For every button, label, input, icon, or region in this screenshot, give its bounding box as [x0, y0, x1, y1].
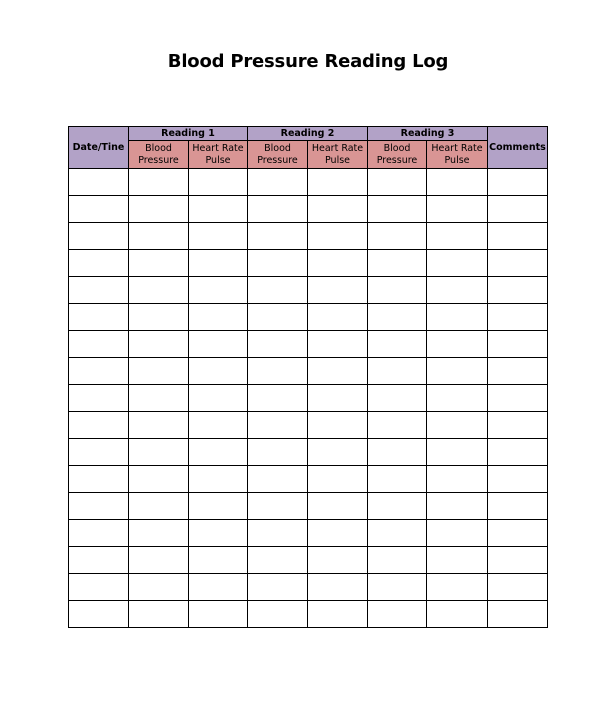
r3-heart-rate-cell[interactable] [427, 250, 488, 277]
r2-heart-rate-cell[interactable] [308, 385, 368, 412]
r3-blood-pressure-cell[interactable] [368, 493, 427, 520]
r2-heart-rate-cell[interactable] [308, 601, 368, 628]
r1-heart-rate-cell[interactable] [189, 196, 248, 223]
r2-blood-pressure-cell[interactable] [248, 358, 308, 385]
r1-blood-pressure-cell[interactable] [129, 466, 189, 493]
table-row [69, 277, 548, 304]
log-body [69, 169, 548, 628]
table-row [69, 601, 548, 628]
r3-blood-pressure-cell[interactable] [368, 574, 427, 601]
r3-heart-rate-cell[interactable] [427, 520, 488, 547]
r2-heart-rate-cell[interactable] [308, 250, 368, 277]
r3-blood-pressure-cell[interactable] [368, 169, 427, 196]
r2-blood-pressure-cell[interactable] [248, 574, 308, 601]
comments-cell[interactable] [488, 169, 548, 196]
r1-blood-pressure-cell[interactable] [129, 412, 189, 439]
r3-heart-rate-cell[interactable] [427, 223, 488, 250]
r1-blood-pressure-cell[interactable] [129, 331, 189, 358]
date-time-cell[interactable] [69, 250, 129, 277]
r3-heart-rate-cell[interactable] [427, 169, 488, 196]
r3-heart-rate-cell[interactable] [427, 547, 488, 574]
r2-blood-pressure-cell[interactable] [248, 466, 308, 493]
r3-heart-rate-cell[interactable] [427, 412, 488, 439]
blood-pressure-log-table [68, 126, 548, 628]
r2-blood-pressure-cell[interactable] [248, 412, 308, 439]
date-time-cell[interactable] [69, 223, 129, 250]
comments-cell[interactable] [488, 358, 548, 385]
table-row [69, 331, 548, 358]
r1-blood-pressure-cell[interactable] [129, 547, 189, 574]
r1-heart-rate-cell[interactable] [189, 385, 248, 412]
date-time-cell[interactable] [69, 169, 129, 196]
table-row [69, 466, 548, 493]
r2-heart-rate-cell[interactable] [308, 223, 368, 250]
r1-heart-rate-cell[interactable] [189, 223, 248, 250]
r2-blood-pressure-cell[interactable] [248, 520, 308, 547]
r2-blood-pressure-cell[interactable] [248, 223, 308, 250]
r1-blood-pressure-cell[interactable] [129, 277, 189, 304]
r3-heart-rate-cell[interactable] [427, 466, 488, 493]
comments-cell[interactable] [488, 520, 548, 547]
r1-heart-rate-cell[interactable] [189, 358, 248, 385]
reading-2-header: Reading 2 [248, 127, 368, 141]
r1-blood-pressure-cell[interactable] [129, 601, 189, 628]
r3-blood-pressure-cell[interactable] [368, 466, 427, 493]
r1-blood-pressure-cell[interactable] [129, 385, 189, 412]
table-row [69, 385, 548, 412]
table-row [69, 196, 548, 223]
r2-heart-rate-cell[interactable] [308, 412, 368, 439]
date-time-cell[interactable] [69, 547, 129, 574]
r3-heart-rate-cell[interactable] [427, 277, 488, 304]
r2-heart-rate-cell[interactable] [308, 358, 368, 385]
date-time-cell[interactable] [69, 412, 129, 439]
date-time-cell[interactable] [69, 439, 129, 466]
table-row [69, 439, 548, 466]
r1-heart-rate-cell[interactable] [189, 439, 248, 466]
comments-cell[interactable] [488, 574, 548, 601]
r1-heart-rate-cell[interactable] [189, 412, 248, 439]
reading-2-heart-rate-header: Heart Rate Pulse [308, 141, 368, 169]
r1-heart-rate-cell[interactable] [189, 304, 248, 331]
date-time-cell[interactable] [69, 196, 129, 223]
r1-heart-rate-cell[interactable] [189, 493, 248, 520]
r3-blood-pressure-cell[interactable] [368, 358, 427, 385]
date-time-header: Date/Tine [69, 127, 129, 169]
r3-blood-pressure-cell[interactable] [368, 250, 427, 277]
date-time-cell[interactable] [69, 466, 129, 493]
r1-heart-rate-cell[interactable] [189, 250, 248, 277]
r2-heart-rate-cell[interactable] [308, 196, 368, 223]
r1-blood-pressure-cell[interactable] [129, 223, 189, 250]
date-time-cell[interactable] [69, 493, 129, 520]
r2-heart-rate-cell[interactable] [308, 493, 368, 520]
r3-blood-pressure-cell[interactable] [368, 601, 427, 628]
date-time-cell[interactable] [69, 601, 129, 628]
r1-heart-rate-cell[interactable] [189, 547, 248, 574]
comments-cell[interactable] [488, 385, 548, 412]
table-row [69, 223, 548, 250]
date-time-cell[interactable] [69, 385, 129, 412]
r2-heart-rate-cell[interactable] [308, 466, 368, 493]
r1-heart-rate-cell[interactable] [189, 331, 248, 358]
r2-heart-rate-cell[interactable] [308, 439, 368, 466]
table-row [69, 520, 548, 547]
r2-blood-pressure-cell[interactable] [248, 304, 308, 331]
date-time-cell[interactable] [69, 574, 129, 601]
r2-heart-rate-cell[interactable] [308, 574, 368, 601]
comments-header: Comments [488, 127, 548, 169]
r2-blood-pressure-cell[interactable] [248, 277, 308, 304]
r3-heart-rate-cell[interactable] [427, 304, 488, 331]
date-time-cell[interactable] [69, 277, 129, 304]
r3-heart-rate-cell[interactable] [427, 196, 488, 223]
table-row [69, 412, 548, 439]
comments-cell[interactable] [488, 196, 548, 223]
r3-blood-pressure-cell[interactable] [368, 277, 427, 304]
r2-blood-pressure-cell[interactable] [248, 493, 308, 520]
r3-blood-pressure-cell[interactable] [368, 331, 427, 358]
r3-blood-pressure-cell[interactable] [368, 520, 427, 547]
reading-1-blood-pressure-header: Blood Pressure [129, 141, 189, 169]
r2-blood-pressure-cell[interactable] [248, 250, 308, 277]
reading-2-blood-pressure-header: Blood Pressure [248, 141, 308, 169]
r1-heart-rate-cell[interactable] [189, 466, 248, 493]
comments-cell[interactable] [488, 493, 548, 520]
r2-blood-pressure-cell[interactable] [248, 601, 308, 628]
r2-blood-pressure-cell[interactable] [248, 547, 308, 574]
r3-heart-rate-cell[interactable] [427, 601, 488, 628]
table-row [69, 574, 548, 601]
r3-blood-pressure-cell[interactable] [368, 223, 427, 250]
date-time-cell[interactable] [69, 520, 129, 547]
r1-heart-rate-cell[interactable] [189, 601, 248, 628]
r3-heart-rate-cell[interactable] [427, 358, 488, 385]
r3-blood-pressure-cell[interactable] [368, 196, 427, 223]
r3-heart-rate-cell[interactable] [427, 493, 488, 520]
header-sub-row [69, 141, 548, 169]
r3-heart-rate-cell[interactable] [427, 331, 488, 358]
comments-cell[interactable] [488, 250, 548, 277]
r2-heart-rate-cell[interactable] [308, 304, 368, 331]
r3-heart-rate-cell[interactable] [427, 385, 488, 412]
comments-cell[interactable] [488, 547, 548, 574]
r3-blood-pressure-cell[interactable] [368, 385, 427, 412]
r3-blood-pressure-cell[interactable] [368, 304, 427, 331]
reading-3-blood-pressure-header: Blood Pressure [368, 141, 427, 169]
r2-heart-rate-cell[interactable] [308, 547, 368, 574]
table-row [69, 358, 548, 385]
r2-blood-pressure-cell[interactable] [248, 169, 308, 196]
r1-heart-rate-cell[interactable] [189, 277, 248, 304]
table-row [69, 493, 548, 520]
reading-1-heart-rate-header: Heart Rate Pulse [189, 141, 248, 169]
r1-blood-pressure-cell[interactable] [129, 574, 189, 601]
r1-blood-pressure-cell[interactable] [129, 520, 189, 547]
r2-blood-pressure-cell[interactable] [248, 331, 308, 358]
comments-cell[interactable] [488, 439, 548, 466]
r1-blood-pressure-cell[interactable] [129, 304, 189, 331]
table-row [69, 547, 548, 574]
comments-cell[interactable] [488, 277, 548, 304]
r2-heart-rate-cell[interactable] [308, 520, 368, 547]
r1-heart-rate-cell[interactable] [189, 574, 248, 601]
r1-blood-pressure-cell[interactable] [129, 358, 189, 385]
r2-blood-pressure-cell[interactable] [248, 439, 308, 466]
comments-cell[interactable] [488, 466, 548, 493]
page-title: Blood Pressure Reading Log [167, 51, 449, 72]
r2-heart-rate-cell[interactable] [308, 169, 368, 196]
comments-cell[interactable] [488, 331, 548, 358]
reading-3-header: Reading 3 [368, 127, 488, 141]
date-time-cell[interactable] [69, 331, 129, 358]
table-row [69, 169, 548, 196]
r1-blood-pressure-cell[interactable] [129, 250, 189, 277]
r3-blood-pressure-cell[interactable] [368, 439, 427, 466]
r1-blood-pressure-cell[interactable] [129, 493, 189, 520]
reading-1-header: Reading 1 [129, 127, 248, 141]
r2-blood-pressure-cell[interactable] [248, 196, 308, 223]
date-time-cell[interactable] [69, 358, 129, 385]
table-row [69, 304, 548, 331]
header-group-row [69, 127, 548, 141]
comments-cell[interactable] [488, 412, 548, 439]
r3-blood-pressure-cell[interactable] [368, 412, 427, 439]
table-row [69, 250, 548, 277]
comments-cell[interactable] [488, 304, 548, 331]
r2-heart-rate-cell[interactable] [308, 331, 368, 358]
comments-cell[interactable] [488, 601, 548, 628]
r3-blood-pressure-cell[interactable] [368, 547, 427, 574]
r3-heart-rate-cell[interactable] [427, 574, 488, 601]
r1-heart-rate-cell[interactable] [189, 520, 248, 547]
r1-heart-rate-cell[interactable] [189, 169, 248, 196]
r2-heart-rate-cell[interactable] [308, 277, 368, 304]
r1-blood-pressure-cell[interactable] [129, 196, 189, 223]
reading-3-heart-rate-header: Heart Rate Pulse [427, 141, 488, 169]
date-time-cell[interactable] [69, 304, 129, 331]
comments-cell[interactable] [488, 223, 548, 250]
r1-blood-pressure-cell[interactable] [129, 439, 189, 466]
r3-heart-rate-cell[interactable] [427, 439, 488, 466]
r2-blood-pressure-cell[interactable] [248, 385, 308, 412]
r1-blood-pressure-cell[interactable] [129, 169, 189, 196]
